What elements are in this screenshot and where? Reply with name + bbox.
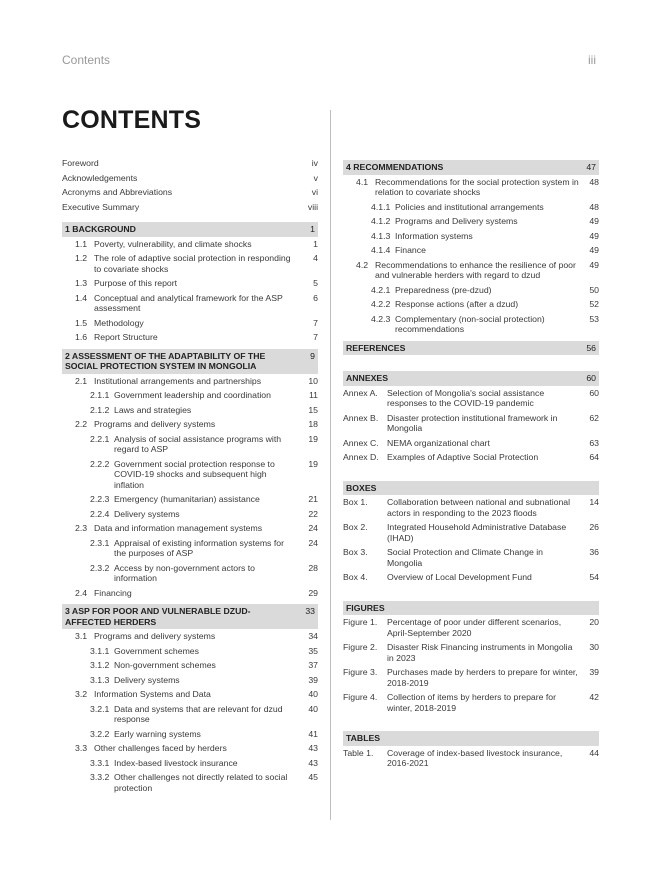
toc-entry-label: 1 BACKGROUND (65, 224, 136, 234)
toc-left-column (62, 156, 318, 795)
toc-entry-label: 3 ASP FOR POOR AND VULNERABLE DZUD-AFFECTED HERDERS (65, 606, 251, 627)
toc-entry-label: TABLES (346, 733, 381, 743)
toc-entry[interactable] (62, 673, 318, 688)
toc-entry-number: 4.1.2 (371, 216, 391, 226)
toc-entry[interactable] (62, 521, 318, 536)
toc-entry-number: 2.2.3 (90, 494, 110, 504)
toc-entry-label: Data and information management systems (94, 523, 263, 533)
toc-page-number: 52 (589, 299, 599, 309)
toc-entry[interactable] (343, 570, 599, 585)
toc-page-number: 19 (308, 433, 318, 444)
toc-entry-number: 1.6 (75, 332, 88, 342)
toc-page-number: 19 (308, 458, 318, 469)
section-gap (343, 355, 599, 367)
toc-page-number: 1 (310, 224, 315, 234)
toc-entry[interactable] (62, 156, 318, 171)
toc-entry-number: 3.1.3 (90, 674, 110, 685)
toc-page-number: 37 (308, 660, 318, 670)
toc-page-number: 40 (308, 703, 318, 714)
toc-section-heading[interactable] (343, 601, 599, 616)
toc-entry-label: REFERENCES (346, 342, 406, 353)
toc-entry[interactable] (343, 545, 599, 570)
toc-entry-number: 3.2.1 (90, 703, 110, 714)
toc-page-number: 44 (589, 747, 599, 758)
toc-entry-label: Conceptual and analytical framework for the ASP assessment (94, 292, 283, 313)
toc-section-heading[interactable] (343, 481, 599, 496)
toc-entry-label: Government schemes (114, 645, 199, 656)
toc-page-number: 26 (589, 522, 599, 532)
toc-entry[interactable] (62, 702, 318, 727)
toc-entry-label: Information Systems and Data (94, 689, 211, 699)
toc-page-number: 54 (589, 572, 599, 582)
toc-entry-number: 2.4 (75, 587, 88, 598)
toc-entry[interactable] (343, 243, 599, 258)
toc-entry-label: Selection of Mongolia's social assistance responses to the COVID-19 pandemic (387, 387, 545, 408)
toc-page-number: 41 (308, 728, 318, 739)
toc-page-number: 4 (313, 253, 318, 263)
toc-entry-label: Other challenges faced by herders (94, 743, 227, 753)
toc-entry-label: Recommendations for the social protection system in relation to covariate shocks (375, 176, 579, 197)
toc-page-number: 24 (308, 537, 318, 548)
toc-entry[interactable] (343, 258, 599, 283)
toc-entry[interactable] (62, 330, 318, 345)
toc-entry-number: 4.2.3 (371, 313, 391, 324)
toc-entry-number: 3.2 (75, 689, 88, 699)
running-header-section: Contents (62, 53, 111, 67)
toc-entry[interactable] (62, 687, 318, 702)
toc-entry-number: 2.2.2 (90, 458, 110, 469)
toc-entry-label: Emergency (humanitarian) assistance (114, 494, 260, 504)
toc-entry[interactable] (343, 640, 599, 665)
toc-entry-label: Purpose of this report (94, 278, 178, 288)
toc-entry-number: 3.2.2 (90, 728, 110, 739)
toc-page-number: 49 (589, 216, 599, 226)
toc-entry-label: Integrated Household Administrative Database (IHAD) (387, 522, 567, 543)
toc-entry[interactable] (62, 770, 318, 795)
toc-entry-label: Preparedness (pre-dzud) (395, 284, 492, 295)
toc-entry-number: 1.5 (75, 317, 88, 328)
toc-entry-number: 2.3.2 (90, 562, 110, 573)
toc-entry-number: Figure 2. (343, 642, 378, 652)
toc-section-heading[interactable] (62, 604, 318, 629)
toc-section-heading[interactable] (343, 341, 599, 356)
toc-entry-label: ANNEXES (346, 373, 388, 383)
toc-entry-number: Box 2. (343, 522, 368, 532)
toc-entry-number: Annex B. (343, 412, 379, 423)
toc-entry[interactable] (62, 403, 318, 418)
toc-entry-number: 4.1 (356, 176, 369, 187)
toc-entry-number: 4.2.1 (371, 284, 391, 295)
toc-section-heading[interactable] (62, 222, 318, 237)
toc-page-number: 36 (589, 547, 599, 557)
toc-entry-label: Delivery systems (114, 674, 180, 685)
toc-entry-label: Programs and delivery systems (94, 631, 216, 641)
toc-page-number: 42 (589, 692, 599, 702)
toc-entry-number: 3.1 (75, 631, 88, 641)
toc-entry-label: Overview of Local Development Fund (387, 572, 532, 582)
toc-page-number: iv (311, 158, 318, 168)
toc-page-number: 22 (308, 508, 318, 519)
page-title: CONTENTS (62, 106, 202, 134)
toc-entry[interactable] (62, 586, 318, 601)
section-gap (343, 585, 599, 597)
toc-entry[interactable] (62, 644, 318, 659)
toc-entry-number: 4.2 (356, 259, 369, 270)
toc-entry-label: Programs and Delivery systems (395, 216, 518, 226)
toc-entry[interactable] (343, 520, 599, 545)
toc-page-number: 30 (589, 642, 599, 652)
toc-entry-number: 3.1.1 (90, 645, 110, 656)
toc-entry-label: NEMA organizational chart (387, 437, 490, 448)
toc-page-number: 40 (308, 689, 318, 699)
toc-entry-label: Examples of Adaptive Social Protection (387, 452, 539, 462)
toc-entry[interactable] (343, 615, 599, 640)
toc-section-heading[interactable] (343, 371, 599, 386)
toc-entry[interactable] (62, 756, 318, 771)
toc-entry[interactable] (62, 171, 318, 186)
toc-entry-label: Disaster protection institutional framework in Mongolia (387, 412, 558, 433)
toc-entry-label: Report Structure (94, 332, 158, 342)
toc-section-heading[interactable] (343, 731, 599, 746)
toc-entry-number: 1.1 (75, 238, 88, 249)
toc-entry-number: Figure 3. (343, 667, 378, 677)
toc-entry-number: Box 3. (343, 547, 368, 557)
toc-entry-number: 3.3.2 (90, 772, 110, 782)
toc-entry-number: Table 1. (343, 747, 374, 758)
toc-entry[interactable] (343, 297, 599, 312)
toc-entry-label: Disaster Risk Financing instruments in Mongolia in 2023 (387, 642, 573, 663)
toc-entry-label: Appraisal of existing information systems for the purposes of ASP (114, 537, 284, 558)
toc-entry-number: Figure 4. (343, 692, 378, 702)
toc-page-number: 64 (589, 452, 599, 462)
toc-entry[interactable] (343, 411, 599, 436)
toc-entry-label: Response actions (after a dzud) (395, 299, 519, 309)
toc-entry-label: Policies and institutional arrangements (395, 201, 544, 212)
toc-page-number: 43 (308, 757, 318, 768)
column-divider (330, 110, 331, 820)
running-header-page-number: iii (588, 53, 596, 67)
toc-entry[interactable] (343, 312, 599, 337)
toc-page-number: 21 (308, 494, 318, 504)
toc-page-number: 9 (310, 350, 315, 361)
toc-page-number: 6 (313, 292, 318, 303)
toc-entry-label: The role of adaptive social protection in responding to covariate shocks (94, 253, 291, 274)
toc-page-number: 7 (313, 332, 318, 342)
toc-entry-label: Executive Summary (62, 201, 140, 212)
toc-entry[interactable] (62, 727, 318, 742)
toc-entry-number: 1.4 (75, 292, 88, 303)
toc-section-heading[interactable] (62, 349, 318, 374)
toc-page-number: 1 (313, 238, 318, 249)
toc-entry[interactable] (62, 316, 318, 331)
toc-page-number: 49 (589, 230, 599, 241)
toc-page-number: 33 (305, 606, 315, 616)
toc-page-number: 7 (313, 317, 318, 328)
toc-entry-label: Financing (94, 587, 132, 598)
toc-entry[interactable] (62, 658, 318, 673)
toc-page-number: 39 (589, 667, 599, 677)
toc-entry[interactable] (343, 690, 599, 715)
toc-entry-label: Non-government schemes (114, 660, 216, 670)
toc-entry-number: 2.2.1 (90, 433, 110, 444)
toc-page-number: 50 (589, 284, 599, 295)
toc-entry[interactable] (62, 432, 318, 457)
toc-entry[interactable] (62, 629, 318, 644)
toc-entry[interactable] (62, 507, 318, 522)
toc-page-number: 28 (308, 562, 318, 573)
toc-entry-label: Delivery systems (114, 508, 180, 519)
toc-page-number: 29 (308, 587, 318, 598)
toc-entry-label: Collaboration between national and subnational actors in responding to the 2023 floods (387, 497, 571, 518)
toc-entry-label: Foreword (62, 158, 99, 168)
toc-entry-number: Annex C. (343, 437, 379, 448)
toc-page-number: 48 (589, 201, 599, 212)
toc-entry[interactable] (62, 237, 318, 252)
toc-page-number: 56 (586, 342, 596, 353)
toc-entry[interactable] (62, 200, 318, 215)
toc-entry[interactable] (62, 492, 318, 507)
toc-entry-label: Analysis of social assistance programs with regard to ASP (114, 433, 282, 454)
toc-entry-label: Complementary (non-social protection) recommendations (395, 313, 545, 334)
toc-entry-number: 4.1.3 (371, 230, 391, 241)
toc-page-number: 39 (308, 674, 318, 685)
toc-entry-label: Purchases made by herders to prepare for winter, 2018-2019 (387, 667, 578, 688)
toc-entry-label: Government social protection response to COVID-19 shocks and subsequent high inflation (114, 458, 275, 490)
toc-entry-label: BOXES (346, 482, 377, 493)
toc-page-number: 18 (308, 419, 318, 429)
toc-entry-label: Methodology (94, 317, 144, 328)
toc-page-number: 24 (308, 523, 318, 533)
toc-page-number: 10 (308, 375, 318, 386)
toc-entry[interactable] (62, 741, 318, 756)
toc-entry-number: 2.1.1 (90, 390, 110, 400)
toc-page-number: 49 (589, 245, 599, 255)
toc-page-number: 53 (589, 313, 599, 324)
toc-entry-number: Box 1. (343, 497, 368, 507)
toc-entry[interactable] (343, 386, 599, 411)
toc-page-number: 47 (586, 162, 596, 172)
toc-entry-number: 4.1.4 (371, 245, 391, 255)
toc-entry-label: Finance (395, 245, 426, 255)
toc-page-number: 63 (589, 437, 599, 448)
toc-entry[interactable] (62, 561, 318, 586)
toc-entry[interactable] (62, 291, 318, 316)
toc-entry-label: Recommendations to enhance the resilience of poor and vulnerable herders with regard to dzud (375, 259, 576, 280)
toc-entry[interactable] (343, 450, 599, 465)
toc-entry-number: 2.3 (75, 523, 88, 533)
toc-entry-number: Figure 1. (343, 617, 378, 627)
toc-page-number: 49 (589, 259, 599, 270)
toc-entry-number: 2.2.4 (90, 508, 110, 519)
toc-entry-number: 4.2.2 (371, 299, 391, 309)
toc-entry-label: Institutional arrangements and partnerships (94, 375, 262, 386)
toc-entry-number: Box 4. (343, 572, 368, 582)
toc-entry-label: Coverage of index-based livestock insurance, 2016-2021 (387, 747, 563, 768)
toc-section-heading[interactable] (343, 160, 599, 175)
toc-entry[interactable] (343, 436, 599, 451)
toc-page-number: 48 (589, 176, 599, 187)
toc-entry[interactable] (62, 276, 318, 291)
toc-entry[interactable] (62, 536, 318, 561)
toc-entry-number: Annex A. (343, 387, 378, 398)
toc-entry-label: Laws and strategies (114, 404, 192, 415)
toc-entry-label: Poverty, vulnerability, and climate shocks (94, 238, 252, 249)
toc-entry-number: 2.1.2 (90, 404, 110, 415)
toc-page-number: 11 (308, 390, 318, 400)
toc-entry[interactable] (343, 495, 599, 520)
toc-entry-label: Social Protection and Climate Change in Mongolia (387, 547, 543, 568)
toc-entry-label: Information systems (395, 230, 473, 241)
section-gap (343, 715, 599, 727)
toc-entry-number: 2.1 (75, 375, 88, 386)
toc-page-number: 43 (308, 743, 318, 753)
toc-entry-label: 2 ASSESSMENT OF THE ADAPTABILITY OF THE SOCIAL PROTECTION SYSTEM IN MONGOLIA (65, 350, 266, 371)
toc-page-number: viii (307, 201, 318, 212)
toc-entry-number: 4.1.1 (371, 201, 391, 212)
toc-entry-number: 3.3.1 (90, 757, 110, 768)
toc-entry-label: Programs and delivery systems (94, 419, 216, 429)
toc-entry[interactable] (343, 283, 599, 298)
toc-entry-label: Acronyms and Abbreviations (62, 187, 173, 197)
toc-entry-label: Early warning systems (114, 728, 201, 739)
toc-entry-label: Government leadership and coordination (114, 390, 271, 400)
toc-entry-label: Collection of items by herders to prepare for winter, 2018-2019 (387, 692, 557, 713)
toc-entry-number: 1.2 (75, 253, 88, 263)
toc-page-number: 60 (589, 387, 599, 398)
toc-entry-label: Percentage of poor under different scenarios, April-September 2020 (387, 617, 562, 638)
toc-entry[interactable] (343, 175, 599, 200)
toc-page-number: 45 (308, 772, 318, 782)
toc-page-number: 14 (589, 497, 599, 507)
toc-entry[interactable] (343, 746, 599, 771)
toc-entry[interactable] (62, 457, 318, 493)
toc-page-number: 62 (589, 412, 599, 423)
toc-entry-label: FIGURES (346, 602, 385, 613)
toc-entry-label: Index-based livestock insurance (114, 757, 238, 768)
toc-entry-number: 3.1.2 (90, 660, 110, 670)
toc-page-number: 5 (313, 278, 318, 288)
toc-entry-number: 2.3.1 (90, 537, 110, 548)
toc-entry[interactable] (62, 185, 318, 200)
section-gap (343, 465, 599, 477)
toc-entry[interactable] (62, 388, 318, 403)
toc-right-column (343, 156, 599, 771)
toc-entry[interactable] (343, 214, 599, 229)
toc-entry[interactable] (62, 417, 318, 432)
toc-page-number: 60 (586, 373, 596, 383)
toc-page-number: v (313, 172, 318, 183)
toc-entry-label: 4 RECOMMENDATIONS (346, 162, 444, 172)
toc-entry[interactable] (62, 374, 318, 389)
toc-entry-number: 1.3 (75, 278, 88, 288)
toc-entry-number: 3.3 (75, 743, 88, 753)
toc-entry-number: Annex D. (343, 452, 379, 462)
toc-entry[interactable] (343, 665, 599, 690)
toc-page-number: 20 (589, 617, 599, 627)
toc-entry-label: Acknowledgements (62, 172, 138, 183)
toc-entry-label: Other challenges not directly related to social protection (114, 772, 288, 793)
toc-entry-label: Access by non-government actors to information (114, 562, 255, 583)
toc-page-number: 35 (308, 645, 318, 656)
toc-entry-label: Data and systems that are relevant for dzud response (114, 703, 283, 724)
toc-page-number: vi (311, 187, 318, 197)
toc-entry[interactable] (343, 200, 599, 215)
toc-entry[interactable] (62, 251, 318, 276)
toc-page-number: 34 (308, 631, 318, 641)
toc-page-number: 15 (308, 404, 318, 415)
toc-entry-number: 2.2 (75, 419, 88, 429)
toc-entry[interactable] (343, 229, 599, 244)
